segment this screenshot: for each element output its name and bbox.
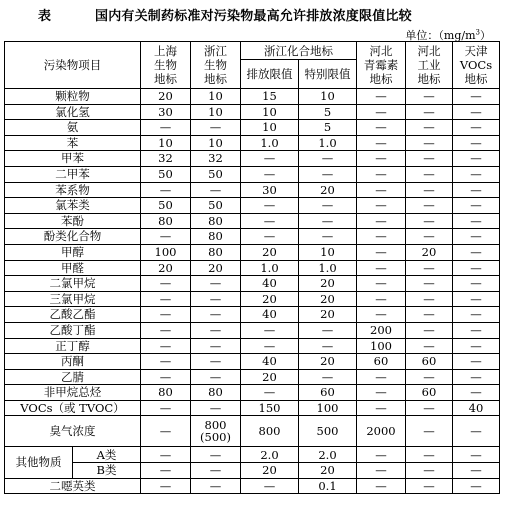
other-b-v2: 20 [241, 463, 299, 479]
table-label: 表 [38, 9, 52, 24]
value-cell: — [453, 291, 500, 307]
value-cell: — [357, 104, 406, 120]
value-cell: — [453, 369, 500, 385]
value-cell: — [357, 291, 406, 307]
value-cell: — [453, 182, 500, 198]
unit-suffix: ） [480, 29, 491, 42]
header-shanghai-l1: 上海 [154, 44, 177, 58]
table-row [5, 338, 500, 354]
other-a-v3: 2.0 [299, 447, 357, 463]
value-cell: — [191, 307, 241, 323]
value-cell: — [141, 307, 191, 323]
value-cell: — [406, 151, 453, 167]
value-cell: — [453, 244, 500, 260]
value-cell: — [299, 166, 357, 182]
value-cell: 32 [141, 151, 191, 167]
value-cell: — [357, 89, 406, 105]
other-group-label: 其他物质 [5, 447, 73, 478]
other-b-v0: — [141, 463, 191, 479]
unit-superscript: 3 [475, 28, 480, 37]
table-caption: 国内有关制药标准对污染物最高允许排放浓度限值比较 [95, 9, 412, 24]
pollutant-name: 乙酸丁酯 [5, 322, 141, 338]
value-cell: — [357, 229, 406, 245]
header-zhejiang [191, 42, 241, 89]
value-cell: 1.0 [241, 135, 299, 151]
value-cell: — [191, 400, 241, 416]
value-cell: 60 [299, 385, 357, 401]
pollutant-name: 颗粒物 [5, 89, 141, 105]
value-cell: — [141, 276, 191, 292]
pollutant-name: 甲醛 [5, 260, 141, 276]
odor-zhejiang [191, 416, 241, 447]
odor-shanghai: — [141, 416, 191, 447]
value-cell: — [141, 182, 191, 198]
value-cell: 30 [241, 182, 299, 198]
table-row [5, 166, 500, 182]
value-cell: 10 [241, 120, 299, 136]
header-special-limit: 特别限值 [299, 60, 357, 89]
value-cell: — [406, 120, 453, 136]
other-a-v4: — [357, 447, 406, 463]
value-cell: — [141, 229, 191, 245]
value-cell: — [406, 291, 453, 307]
value-cell: — [357, 182, 406, 198]
value-cell: — [299, 338, 357, 354]
last-v1: — [191, 478, 241, 494]
header-pollutant: 污染物项目 [5, 42, 141, 89]
other-b-v1: — [191, 463, 241, 479]
value-cell: — [453, 151, 500, 167]
value-cell: — [357, 400, 406, 416]
odor-zhejiang-l2: (500) [200, 430, 231, 445]
value-cell: — [357, 198, 406, 214]
header-tianjin-l3: 地标 [464, 72, 488, 86]
value-cell: 50 [191, 166, 241, 182]
value-cell: 5 [299, 120, 357, 136]
value-cell: — [453, 89, 500, 105]
value-cell: — [406, 182, 453, 198]
value-cell: — [191, 120, 241, 136]
value-cell: 20 [299, 182, 357, 198]
value-cell: — [191, 276, 241, 292]
value-cell: — [241, 385, 299, 401]
last-v5: — [406, 478, 453, 494]
value-cell: — [241, 338, 299, 354]
odor-zhejiang-l1: 800 [204, 417, 227, 432]
value-cell: — [299, 198, 357, 214]
header-hebei-qms-l1: 河北 [369, 44, 393, 58]
comparison-table [4, 41, 500, 494]
pollutant-name: 二甲苯 [5, 166, 141, 182]
table-row [5, 244, 500, 260]
value-cell: — [357, 120, 406, 136]
pollutant-name: 氨 [5, 120, 141, 136]
table-row [5, 307, 500, 323]
unit-prefix: 单位：（mg/m [405, 29, 476, 42]
other-a-v1: — [191, 447, 241, 463]
value-cell: 80 [191, 213, 241, 229]
value-cell: — [241, 166, 299, 182]
value-cell: 20 [241, 244, 299, 260]
value-cell: — [141, 120, 191, 136]
header-hebei-ind-l2: 工业 [417, 58, 441, 72]
value-cell: — [141, 291, 191, 307]
value-cell: 1.0 [241, 260, 299, 276]
other-a-v6: — [453, 447, 500, 463]
value-cell: 15 [241, 89, 299, 105]
value-cell: — [357, 244, 406, 260]
table-row [5, 89, 500, 105]
header-row-1 [5, 42, 500, 60]
value-cell: 10 [191, 89, 241, 105]
pollutant-name: 苯 [5, 135, 141, 151]
header-zhejiang-l1: 浙江 [204, 44, 227, 58]
value-cell: 60 [357, 354, 406, 370]
table-row [5, 260, 500, 276]
table-row [5, 291, 500, 307]
odor-special: 500 [299, 416, 357, 447]
odor-emission: 800 [241, 416, 299, 447]
table-row [5, 354, 500, 370]
other-a-name: A类 [73, 447, 141, 463]
value-cell: — [406, 89, 453, 105]
value-cell: — [357, 151, 406, 167]
value-cell: — [241, 213, 299, 229]
value-cell: — [453, 260, 500, 276]
value-cell: — [141, 354, 191, 370]
value-cell: — [453, 213, 500, 229]
value-cell: 20 [299, 291, 357, 307]
value-cell: — [406, 276, 453, 292]
value-cell: 40 [241, 276, 299, 292]
table-row [5, 229, 500, 245]
value-cell: 20 [406, 244, 453, 260]
value-cell: 32 [191, 151, 241, 167]
value-cell: 10 [299, 89, 357, 105]
pollutant-name: 二氯甲烷 [5, 276, 141, 292]
value-cell: — [357, 307, 406, 323]
value-cell: 50 [141, 198, 191, 214]
pollutant-name: 氯化氢 [5, 104, 141, 120]
odor-hebei-qms: 2000 [357, 416, 406, 447]
value-cell: — [191, 338, 241, 354]
value-cell: — [406, 400, 453, 416]
odor-name: 臭气浓度 [5, 416, 141, 447]
header-hebei-qms [357, 42, 406, 89]
value-cell: — [453, 198, 500, 214]
value-cell: 100 [141, 244, 191, 260]
value-cell: 30 [141, 104, 191, 120]
value-cell: 10 [191, 135, 241, 151]
other-b-name: B类 [73, 463, 141, 479]
value-cell: — [453, 385, 500, 401]
value-cell: — [453, 104, 500, 120]
value-cell: 60 [406, 385, 453, 401]
value-cell: — [191, 322, 241, 338]
value-cell: 20 [241, 291, 299, 307]
value-cell: — [406, 338, 453, 354]
value-cell: 80 [191, 229, 241, 245]
last-name: 二噁英类 [5, 478, 141, 494]
table-row [5, 151, 500, 167]
table-row-other-a [5, 447, 500, 463]
value-cell: — [191, 182, 241, 198]
last-v2: — [241, 478, 299, 494]
other-a-v2: 2.0 [241, 447, 299, 463]
value-cell: — [357, 369, 406, 385]
pollutant-name: 乙腈 [5, 369, 141, 385]
table-row [5, 213, 500, 229]
header-hebei-ind [406, 42, 453, 89]
table-row-other-b [5, 463, 500, 479]
value-cell: 80 [141, 385, 191, 401]
other-b-v4: — [357, 463, 406, 479]
table-row [5, 322, 500, 338]
pollutant-name: 苯酚 [5, 213, 141, 229]
value-cell: — [357, 213, 406, 229]
header-tianjin-l1: 天津 [464, 44, 488, 58]
value-cell: 80 [191, 244, 241, 260]
value-cell: 5 [299, 104, 357, 120]
other-a-v0: — [141, 447, 191, 463]
table-row [5, 135, 500, 151]
value-cell: — [406, 198, 453, 214]
value-cell: 10 [191, 104, 241, 120]
value-cell: — [299, 151, 357, 167]
other-b-v5: — [406, 463, 453, 479]
header-hebei-ind-l1: 河北 [417, 44, 441, 58]
value-cell: — [453, 229, 500, 245]
value-cell: — [406, 229, 453, 245]
odor-tianjin: — [453, 416, 500, 447]
table-row [5, 400, 500, 416]
value-cell: — [406, 104, 453, 120]
header-hebei-ind-l3: 地标 [417, 72, 441, 86]
table-row [5, 198, 500, 214]
value-cell: 40 [241, 354, 299, 370]
value-cell: — [357, 276, 406, 292]
value-cell: — [241, 322, 299, 338]
table-row-last [5, 478, 500, 494]
pollutant-name: 非甲烷总烃 [5, 385, 141, 401]
value-cell: — [141, 338, 191, 354]
value-cell: — [241, 198, 299, 214]
value-cell: 20 [141, 260, 191, 276]
pollutant-name: 苯系物 [5, 182, 141, 198]
value-cell: 20 [191, 260, 241, 276]
table-row [5, 385, 500, 401]
value-cell: — [357, 385, 406, 401]
table-row [5, 104, 500, 120]
other-b-v6: — [453, 463, 500, 479]
value-cell: — [406, 260, 453, 276]
value-cell: — [406, 135, 453, 151]
value-cell: 100 [357, 338, 406, 354]
value-cell: — [406, 213, 453, 229]
odor-hebei-ind: — [406, 416, 453, 447]
header-shanghai-l2: 生物 [154, 58, 177, 72]
value-cell: 100 [299, 400, 357, 416]
pollutant-name: 正丁醇 [5, 338, 141, 354]
table-row [5, 182, 500, 198]
pollutant-name: 三氯甲烷 [5, 291, 141, 307]
value-cell: — [299, 229, 357, 245]
value-cell: — [406, 369, 453, 385]
header-zhejiang-l2: 生物 [204, 58, 227, 72]
value-cell: — [357, 166, 406, 182]
value-cell: 40 [241, 307, 299, 323]
header-zhejiang-chem: 浙江化合地标 [241, 42, 357, 60]
header-hebei-qms-l2: 青霉素 [363, 58, 399, 72]
value-cell: — [357, 260, 406, 276]
value-cell: — [453, 354, 500, 370]
value-cell: 20 [299, 354, 357, 370]
value-cell: — [241, 229, 299, 245]
value-cell: 10 [141, 135, 191, 151]
pollutant-name: 丙酮 [5, 354, 141, 370]
value-cell: — [453, 135, 500, 151]
value-cell: 60 [406, 354, 453, 370]
value-cell: — [357, 135, 406, 151]
other-b-v3: 20 [299, 463, 357, 479]
last-v4: — [357, 478, 406, 494]
header-tianjin [453, 42, 500, 89]
value-cell: 50 [191, 198, 241, 214]
value-cell: 10 [299, 244, 357, 260]
value-cell: — [191, 369, 241, 385]
value-cell: — [406, 166, 453, 182]
pollutant-name: 甲醇 [5, 244, 141, 260]
table-row [5, 120, 500, 136]
pollutant-name: VOCs（或 TVOC） [5, 400, 141, 416]
pollutant-name: 甲苯 [5, 151, 141, 167]
header-hebei-qms-l3: 地标 [369, 72, 393, 86]
table-row [5, 369, 500, 385]
value-cell: — [453, 307, 500, 323]
value-cell: 80 [141, 213, 191, 229]
value-cell: 200 [357, 322, 406, 338]
value-cell: — [453, 276, 500, 292]
value-cell: — [141, 400, 191, 416]
value-cell: 1.0 [299, 135, 357, 151]
header-emission-limit: 排放限值 [241, 60, 299, 89]
header-zhejiang-l3: 地标 [204, 72, 227, 86]
value-cell: 40 [453, 400, 500, 416]
value-cell: — [453, 120, 500, 136]
last-v0: — [141, 478, 191, 494]
value-cell: — [299, 322, 357, 338]
value-cell: 50 [141, 166, 191, 182]
pollutant-name: 酚类化合物 [5, 229, 141, 245]
pollutant-name: 乙酸乙酯 [5, 307, 141, 323]
value-cell: 150 [241, 400, 299, 416]
table-title [0, 0, 505, 26]
value-cell: — [453, 338, 500, 354]
header-shanghai-l3: 地标 [154, 72, 177, 86]
value-cell: 20 [299, 276, 357, 292]
value-cell: — [453, 166, 500, 182]
last-v6: — [453, 478, 500, 494]
data-rows [5, 89, 500, 416]
value-cell: — [453, 322, 500, 338]
value-cell: 80 [191, 385, 241, 401]
value-cell: 20 [299, 307, 357, 323]
value-cell: — [241, 151, 299, 167]
value-cell: — [299, 369, 357, 385]
value-cell: 20 [141, 89, 191, 105]
value-cell: — [141, 322, 191, 338]
last-v3: 0.1 [299, 478, 357, 494]
header-shanghai [141, 42, 191, 89]
header-tianjin-l2: VOCs [459, 58, 493, 72]
other-a-v5: — [406, 447, 453, 463]
pollutant-name: 氯苯类 [5, 198, 141, 214]
value-cell: — [299, 213, 357, 229]
table-row-odor [5, 416, 500, 447]
value-cell: — [406, 307, 453, 323]
value-cell: 20 [241, 369, 299, 385]
value-cell: — [141, 369, 191, 385]
value-cell: 1.0 [299, 260, 357, 276]
value-cell: — [191, 354, 241, 370]
value-cell: 10 [241, 104, 299, 120]
value-cell: — [406, 322, 453, 338]
table-row [5, 276, 500, 292]
value-cell: — [191, 291, 241, 307]
